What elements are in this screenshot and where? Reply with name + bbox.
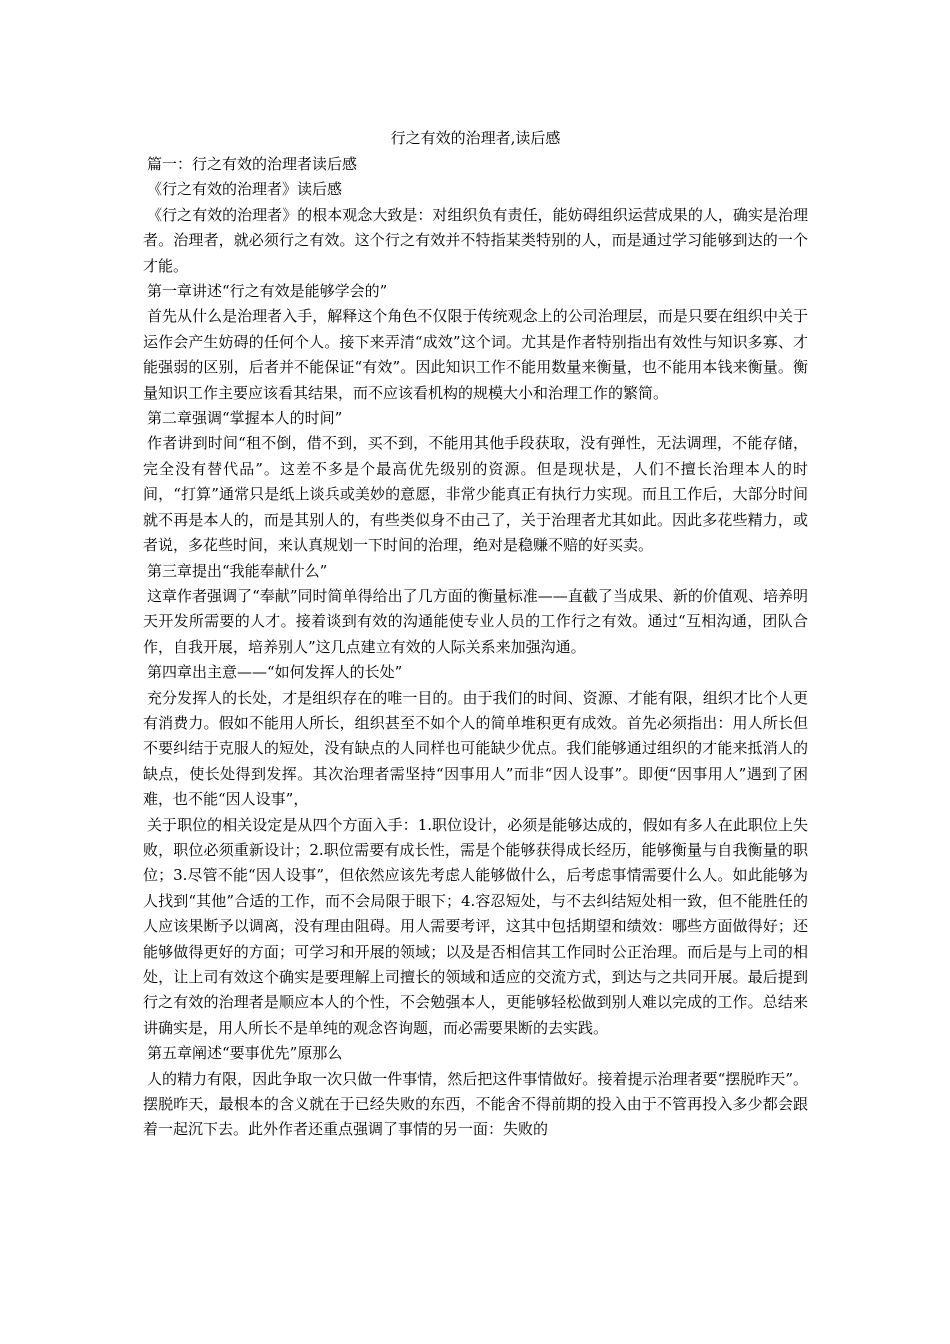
document-title: 行之有效的治理者,读后感 bbox=[390, 129, 561, 147]
section-heading: 《行之有效的治理者》读后感 bbox=[147, 180, 343, 199]
section-heading: 第二章强调“掌握本人的时间” bbox=[147, 409, 343, 428]
body-paragraph: 关于职位的相关设定是从四个方面入手：1.职位设计，必须是能够达成的，假如有多人在此职位上失败，职位必须重新设计；2.职位需要有成长性，需是个能够获得成长经历，能够衡量与自我衡量的职位；3.尽管不能“因人设事”，但依然应该先考虑人能够做什么，后考虑事情需要什么人。如此能够为人找到“其他”合适的工作，而不会局限于眼下；4.容忍短处，与不去纠结短处相一致，但不能胜任的人应该果断予以调离，没有理由阻碍。用人需要考评，这其中包括期望和绩效：哪些方面做得好；还能够做得更好的方面；可学习和开展的领域；以及是否相信其工作同时公正治理。而后是与上司的相处，让上司有效这个确实是要理解上司擅长的领域和适应的交流方式，到达与之共同开展。最后提到行之有效的治理者是顺应本人的个性，不会勉强本人，更能够轻松做到别人难以完成的工作。总结来讲确实是，用人所长不是单纯的观念咨询题，而必需要果断的去实践。 bbox=[143, 815, 808, 1037]
body-paragraph: 首先从什么是治理者入手，解释这个角色不仅限于传统观念上的公司治理层，而是只要在组织中关于运作会产生妨碍的任何个人。接下来弄清“成效”这个词。尤其是作者特别指出有效性与知识多寡、才能强弱的区别，后者并不能保证“有效”。因此知识工作不能用数量来衡量，也不能用本钱来衡量。衡量知识工作主要应该看其结果，而不应该看机构的规模大小和治理工作的繁简。 bbox=[143, 307, 808, 402]
section-heading: 第三章提出“我能奉献什么” bbox=[147, 561, 328, 580]
section-heading: 篇一：行之有效的治理者读后感 bbox=[147, 155, 358, 173]
body-paragraph: 作者讲到时间“租不倒，借不到，买不到，不能用其他手段获取，没有弹性，无法调理，不能存储，完全没有替代品”。这差不多是个最高优先级别的资源。但是现状是，人们不擅长治理本人的时间，“打算”通常只是纸上谈兵或美妙的意愿，非常少能真正有执行力实现。而且工作后，大部分时间就不再是本人的，而是其别人的，有些类似身不由己了，关于治理者尤其如此。因此多花些精力，或者说，多花些时间，来认真规划一下时间的治理，绝对是稳赚不赔的好买卖。 bbox=[143, 434, 808, 555]
section-heading: 第一章讲述“行之有效是能够学会的” bbox=[147, 282, 388, 301]
body-paragraph: 充分发挥人的长处，才是组织存在的唯一目的。由于我们的时间、资源、才能有限，组织才比个人更有消费力。假如不能用人所长，组织甚至不如个人的简单堆积更有成效。首先必须指出：用人所长但不要纠结于克服人的短处，没有缺点的人同样也可能缺少优点。我们能够通过组织的才能来抵消人的缺点，使长处得到发挥。其次治理者需坚持“因事用人”而非“因人设事”。即便“因事用人”遇到了困难，也不能“因人设事”， bbox=[143, 688, 808, 809]
body-paragraph: 这章作者强调了“奉献”同时简单得给出了几方面的衡量标准——直截了当成果、新的价值观、培养明天开发所需要的人才。接着谈到有效的沟通能使专业人员的工作行之有效。通过“互相沟通，团队合作，自我开展，培养别人”这几点建立有效的人际关系来加强沟通。 bbox=[143, 586, 808, 656]
document-page bbox=[143, 128, 808, 1143]
document-body bbox=[143, 152, 808, 1143]
section-heading: 第五章阐述“要事优先”原那么 bbox=[147, 1044, 343, 1063]
section-heading: 第四章出主意——“如何发挥人的长处” bbox=[147, 663, 403, 682]
body-paragraph: 《行之有效的治理者》的根本观念大致是：对组织负有责任，能妨碍组织运营成果的人，确实是治理者。治理者，就必须行之有效。这个行之有效并不特指某类特别的人，而是通过学习能够到达的一个才能。 bbox=[143, 205, 808, 275]
body-paragraph: 人的精力有限，因此争取一次只做一件事情，然后把这件事情做好。接着提示治理者要“摆脱昨天”。摆脱昨天，最根本的含义就在于已经失败的东西，不能舍不得前期的投入由于不管再投入多少都会跟着一起沉下去。此外作者还重点强调了事情的另一面：失败的 bbox=[143, 1069, 808, 1139]
